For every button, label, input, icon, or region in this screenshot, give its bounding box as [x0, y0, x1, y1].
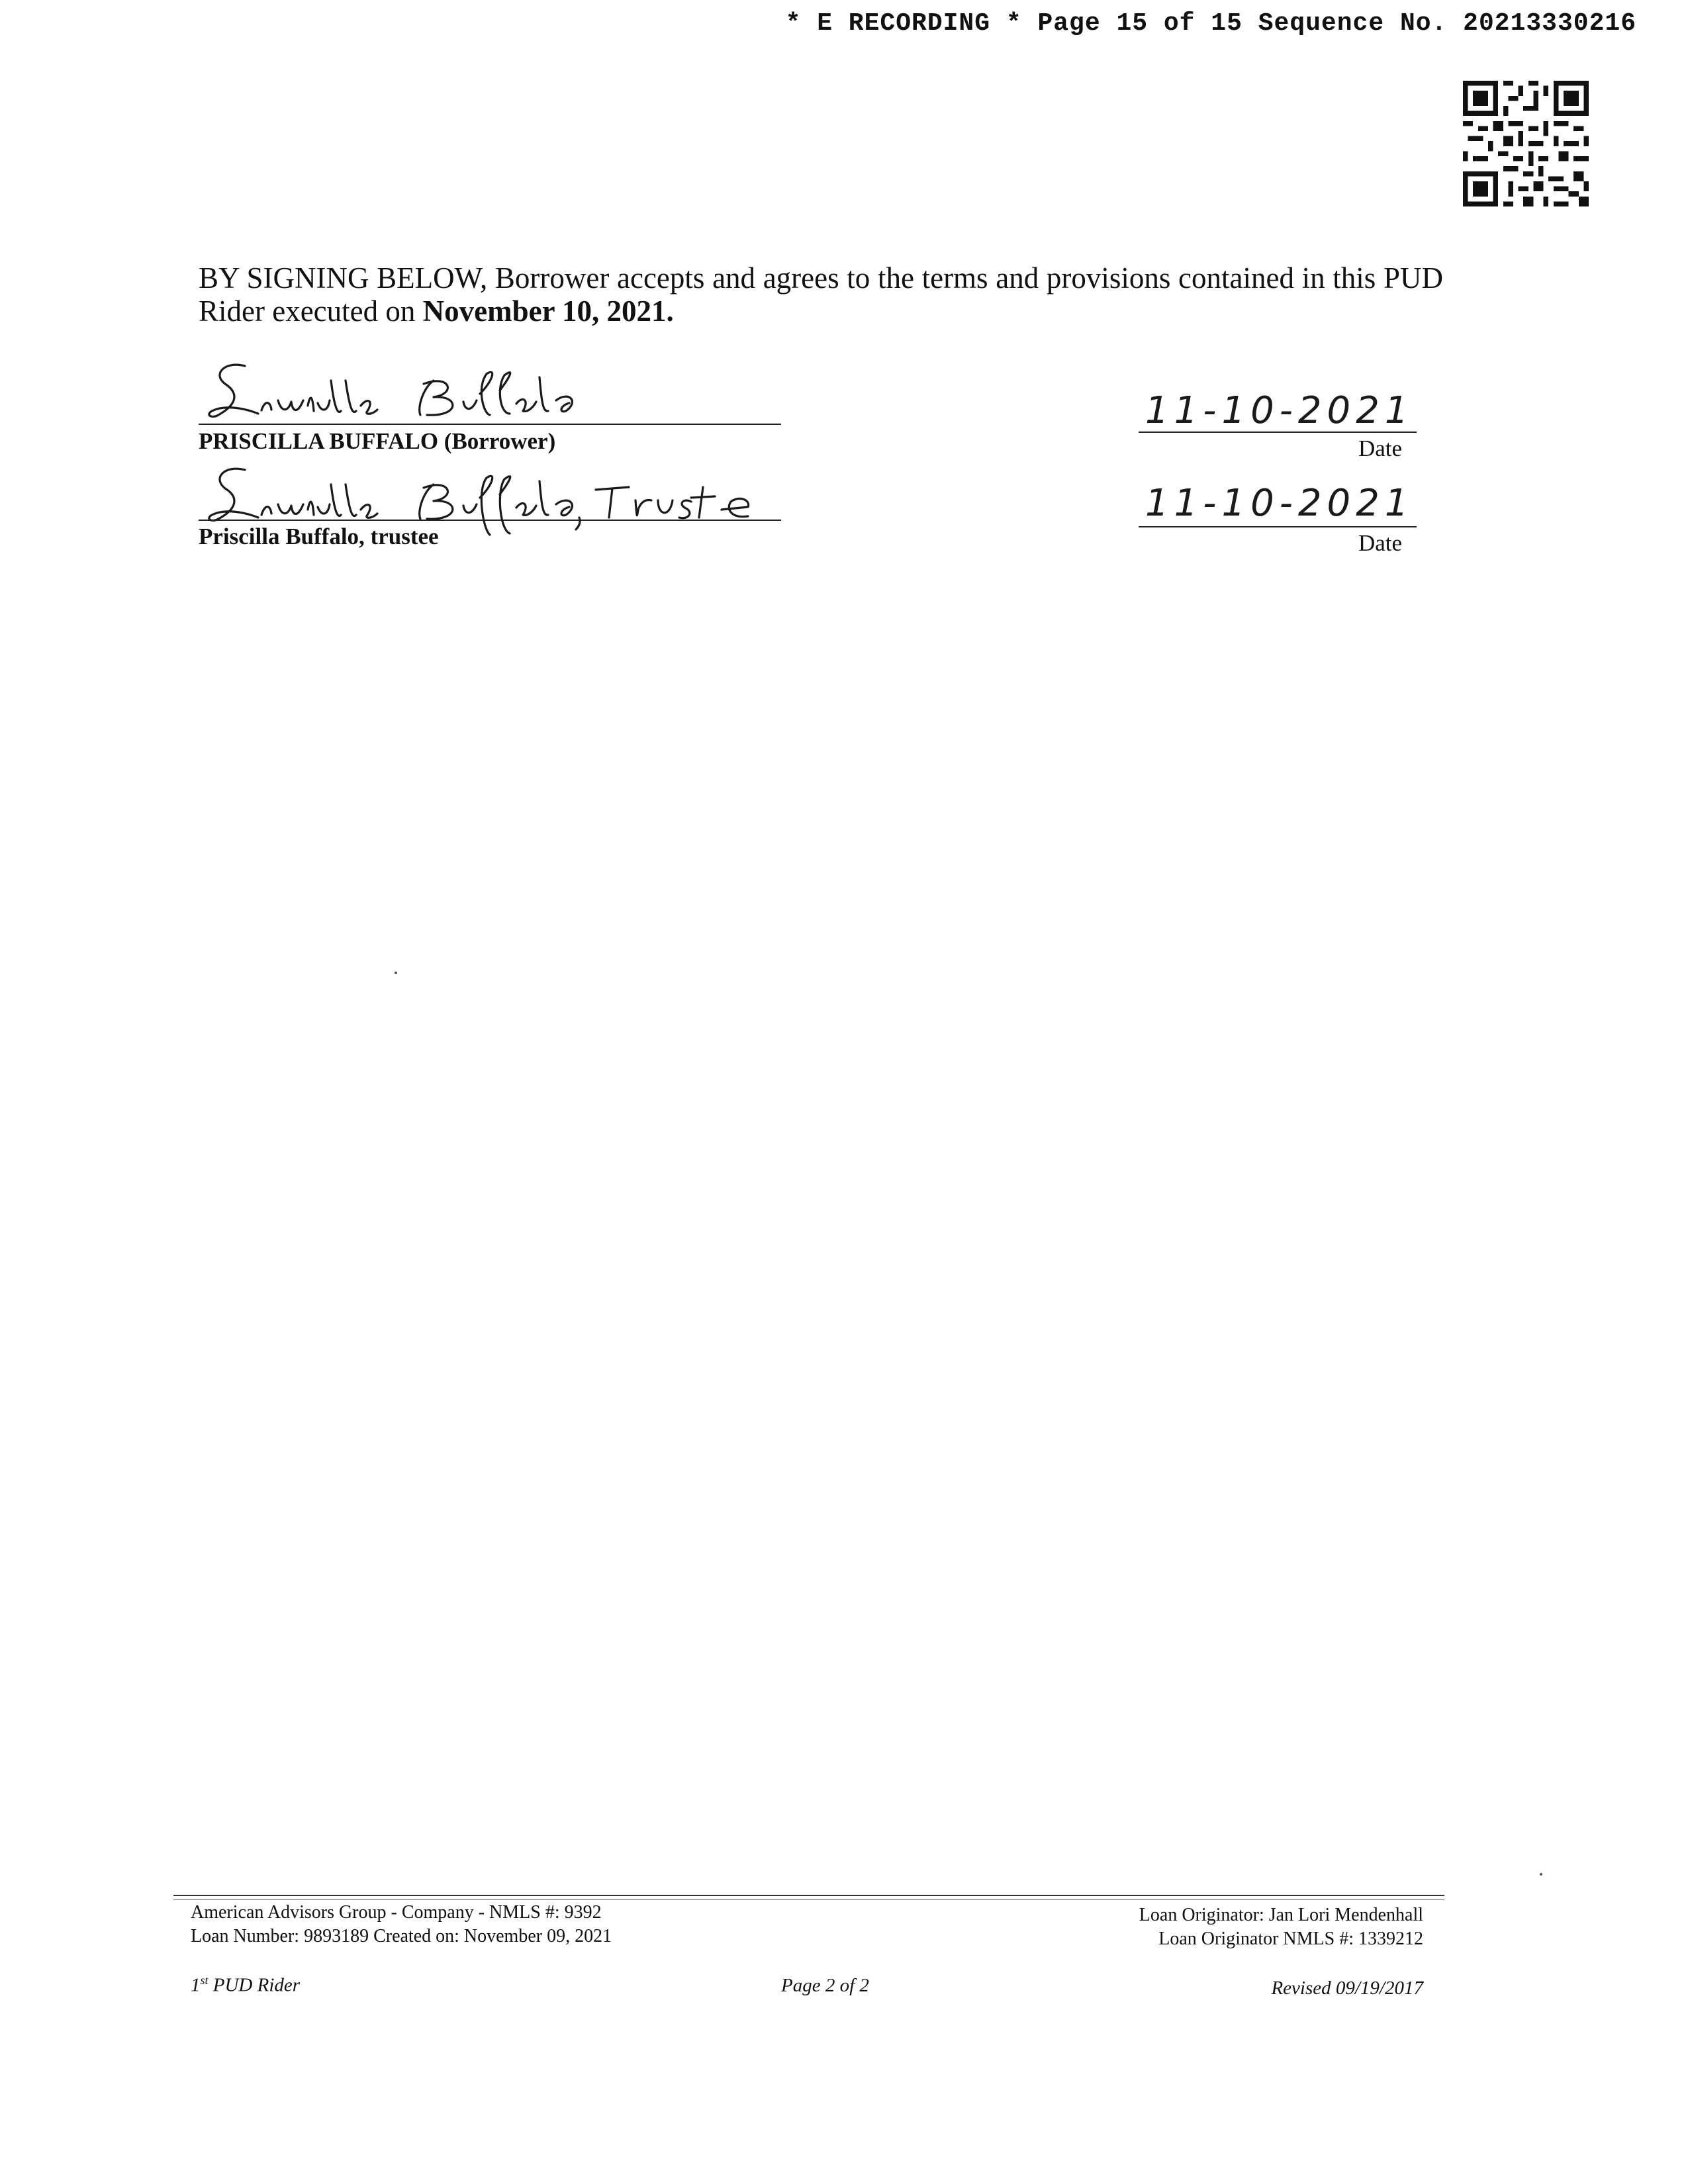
- footer-form-name: 1st PUD Rider: [191, 1974, 301, 1996]
- footer-rule-thin: [173, 1899, 1444, 1900]
- footer-left-block: [191, 1901, 612, 1948]
- footer-revised-label: Revised 09/19/2017: [1271, 1978, 1423, 1999]
- footer-company-line: American Advisors Group - Company - NMLS #: 9392: [191, 1902, 602, 1923]
- borrower-date-line: [1139, 432, 1417, 433]
- executed-date: November 10, 2021.: [422, 295, 674, 328]
- trustee-name: Priscilla Buffalo, trustee: [199, 523, 439, 549]
- qr-code-icon: [1463, 81, 1589, 206]
- borrower-handwritten-date: 11-10-2021: [1145, 389, 1414, 432]
- footer-right-block: [1139, 1903, 1423, 1951]
- borrower-date-label: Date: [1358, 435, 1403, 461]
- footer-originator-line: Loan Originator: Jan Lori Mendenhall: [1139, 1905, 1423, 1925]
- footer-rule: [173, 1895, 1444, 1896]
- scan-speck: [1540, 1873, 1542, 1876]
- scan-speck: [395, 972, 397, 974]
- trustee-signature-line: [199, 520, 781, 521]
- agreement-paragraph: [199, 261, 1443, 328]
- borrower-signature-line: [199, 424, 781, 425]
- footer-page-number: Page 2 of 2: [781, 1975, 869, 1996]
- trustee-handwritten-date: 11-10-2021: [1145, 482, 1414, 525]
- trustee-date-line: [1139, 526, 1417, 527]
- trustee-date-label: Date: [1358, 530, 1403, 556]
- footer-originator-nmls-line: Loan Originator NMLS #: 1339212: [1158, 1929, 1423, 1949]
- footer-loan-line: Loan Number: 9893189 Created on: November 09, 2021: [191, 1926, 612, 1946]
- recording-header: * E RECORDING * Page 15 of 15 Sequence No. 20213330216: [785, 9, 1636, 38]
- borrower-name: PRISCILLA BUFFALO (Borrower): [199, 428, 556, 454]
- agreement-text: BY SIGNING BELOW, Borrower accepts and agrees to the terms and provisions contained in this PUD Rider executed on: [199, 261, 1443, 328]
- borrower-signature: [199, 354, 635, 427]
